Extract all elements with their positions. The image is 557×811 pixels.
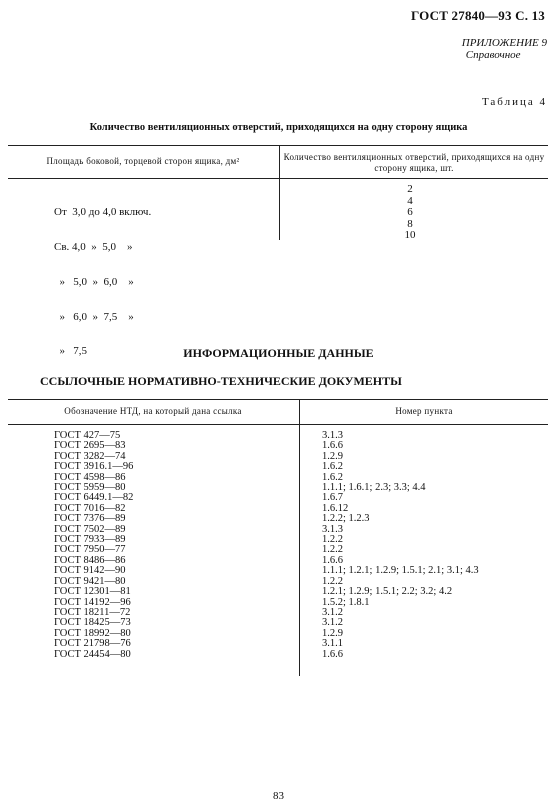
refs-col-item-header: Номер пункта [395,406,453,416]
refs-col-doc-header: Обозначение НТД, на который дана ссылка [64,406,242,416]
refs-doc-cell: ГОСТ 3282—74 [54,450,126,462]
refs-doc-cell: ГОСТ 9421—80 [54,575,126,587]
table4-area-cell: » 5,0 » 6,0 » [54,275,134,288]
refs-item-cell: 3.1.2 [322,606,343,618]
refs-item-cell: 3.1.2 [322,617,343,629]
refs-doc-cell: ГОСТ 4598—86 [54,471,126,483]
table-number: Таблица 4 [481,96,547,108]
refs-item-cell: 1.6.6 [322,554,343,566]
refs-doc-cell: ГОСТ 7376—89 [54,513,126,525]
refs-doc-column [54,431,133,660]
refs-item-cell: 1.1.1; 1.6.1; 2.3; 3.3; 4.4 [322,482,426,494]
refs-doc-cell: ГОСТ 7016—82 [54,502,126,514]
refs-doc-cell: ГОСТ 14192—96 [54,596,131,608]
table4-count-cell: 10 [404,229,416,242]
refs-doc-cell: ГОСТ 2695—83 [54,440,126,452]
refs-doc-cell: ГОСТ 9142—90 [54,565,126,577]
table4-count-cell: 2 [407,183,413,195]
info-section-title: ИНФОРМАЦИОННЫЕ ДАННЫЕ [183,346,374,360]
refs-header-rule [8,424,548,425]
refs-item-cell: 1.6.12 [322,502,349,514]
refs-doc-cell: ГОСТ 7950—77 [54,544,126,556]
appendix-status: Справочное [465,49,521,61]
refs-doc-cell: ГОСТ 7933—89 [54,534,126,546]
table4-area-cell: » 7,5 [54,345,87,358]
refs-doc-cell: ГОСТ 6449.1—82 [54,492,134,504]
refs-item-cell: 1.2.9 [322,627,343,639]
refs-doc-cell: ГОСТ 21798—76 [54,638,131,650]
refs-item-cell: 3.1.3 [322,523,343,535]
refs-doc-cell: ГОСТ 427—75 [54,430,121,441]
refs-item-cell: 1.2.2; 1.2.3 [322,513,370,525]
refs-item-cell: 1.1.1; 1.2.1; 1.2.9; 1.5.1; 2.1; 3.1; 4.3 [322,565,479,577]
table4-col-area-header: Площадь боковой, торцевой сторон ящика, дм² [46,156,240,166]
refs-item-cell: 1.2.2 [322,534,343,546]
appendix-block [462,37,547,61]
table4-area-cell: От 3,0 до 4,0 включ. [54,206,152,219]
refs-item-cell: 1.6.6 [322,648,343,660]
table4-area-column [54,184,151,370]
refs-item-cell: 1.2.2 [322,544,343,556]
table4-count-cell: 6 [407,206,413,219]
refs-item-cell: 1.6.2 [322,461,343,473]
table4-count-column [380,184,440,242]
refs-item-column [322,431,479,660]
appendix-label: ПРИЛОЖЕНИЕ 9 [461,37,547,49]
refs-doc-cell: ГОСТ 3916.1—96 [54,461,134,473]
table4-header-rule [8,178,548,179]
table4-area-cell: Св. 4,0 » 5,0 » [54,240,133,253]
refs-item-cell: 1.6.6 [322,440,343,452]
refs-column-divider [299,399,300,676]
refs-item-cell: 3.1.1 [322,638,343,650]
references-title: ССЫЛОЧНЫЕ НОРМАТИВНО-ТЕХНИЧЕСКИЕ ДОКУМЕНТЫ [40,374,402,388]
refs-item-cell: 1.2.9 [322,450,343,462]
refs-item-cell: 3.1.3 [322,430,343,441]
refs-top-rule [8,399,548,400]
refs-item-cell: 1.2.1; 1.2.9; 1.5.1; 2.2; 3.2; 4.2 [322,586,453,598]
refs-doc-cell: ГОСТ 12301—81 [54,586,131,598]
refs-doc-cell: ГОСТ 8486—86 [54,554,126,566]
refs-item-cell: 1.2.2 [322,575,343,587]
table4-count-cell: 8 [407,217,413,230]
table4-top-rule [8,145,548,146]
refs-doc-cell: ГОСТ 24454—80 [54,648,131,660]
page-header: ГОСТ 27840—93 С. 13 [411,8,545,23]
refs-doc-cell: ГОСТ 18211—72 [54,606,131,618]
refs-item-cell: 1.6.7 [322,492,343,504]
refs-doc-cell: ГОСТ 5959—80 [54,482,126,494]
refs-doc-cell: ГОСТ 18425—73 [54,617,131,629]
page-number: 83 [273,790,284,802]
table4-col-count-header: Количество вентиляционных отверстий, приходящихся на одну сторону ящика, шт. [283,152,545,173]
table4-count-cell: 4 [407,194,413,207]
table4-area-cell: » 6,0 » 7,5 » [54,310,134,323]
table-title: Количество вентиляционных отверстий, приходящихся на одну сторону ящика [89,122,468,133]
refs-doc-cell: ГОСТ 18992—80 [54,627,131,639]
refs-item-cell: 1.6.2 [322,471,343,483]
refs-item-cell: 1.5.2; 1.8.1 [322,596,370,608]
refs-doc-cell: ГОСТ 7502—89 [54,523,126,535]
